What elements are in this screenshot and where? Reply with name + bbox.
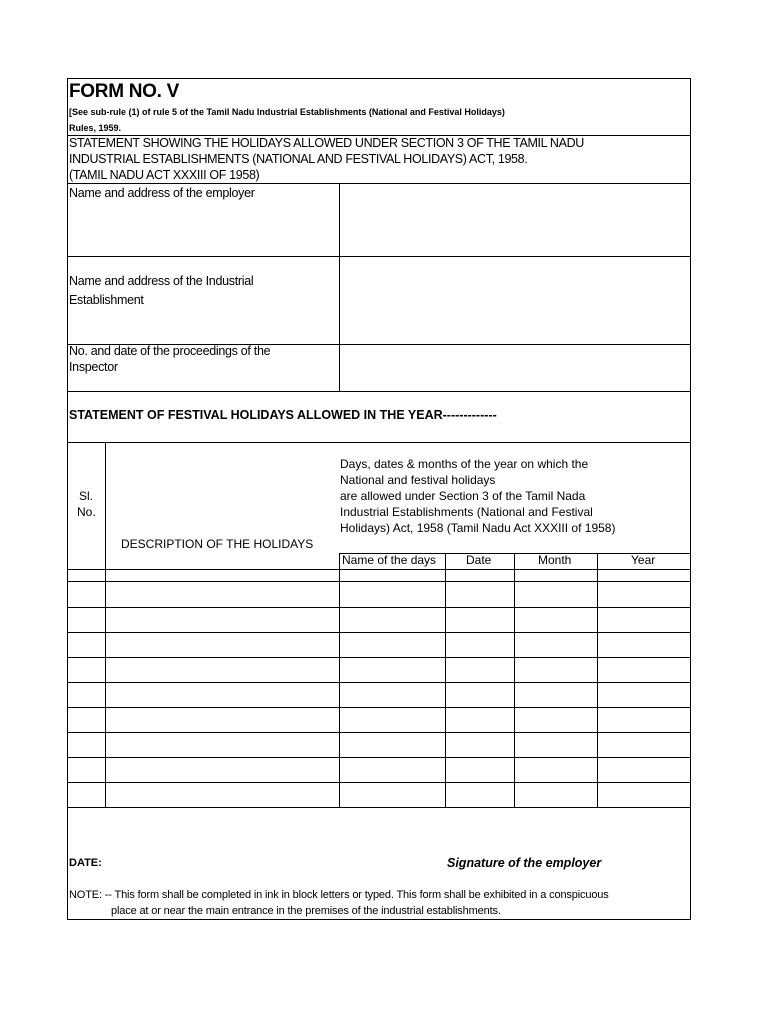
cell-name-of-days[interactable] (339, 657, 445, 682)
cell-name-of-days[interactable] (339, 757, 445, 782)
cell-description[interactable] (105, 707, 339, 732)
cell-sl-no[interactable] (67, 757, 105, 782)
cell-sl-no[interactable] (67, 569, 105, 581)
cell-name-of-days[interactable] (339, 632, 445, 657)
cell-year[interactable] (597, 782, 691, 807)
table-row (67, 682, 691, 707)
cell-date[interactable] (445, 632, 514, 657)
cell-sl-no[interactable] (67, 682, 105, 707)
establishment-label: Name and address of the Industrial (69, 274, 254, 288)
cell-date[interactable] (445, 657, 514, 682)
cell-description[interactable] (105, 607, 339, 632)
slno-header: Sl. (79, 489, 94, 503)
rule-table-bottom (67, 807, 691, 808)
days-header-line-1: Days, dates & months of the year on which the (340, 457, 589, 471)
cell-month[interactable] (514, 581, 597, 607)
table-row (67, 632, 691, 657)
cell-year[interactable] (597, 707, 691, 732)
cell-month[interactable] (514, 707, 597, 732)
statement-line-3: (TAMIL NADU ACT XXXIII OF 1958) (69, 168, 260, 182)
rule-section-heading-bottom (67, 442, 691, 443)
cell-sl-no[interactable] (67, 657, 105, 682)
cell-description[interactable] (105, 569, 339, 581)
cell-description[interactable] (105, 581, 339, 607)
column-date: Date (466, 553, 492, 567)
description-header: DESCRIPTION OF THE HOLIDAYS (121, 537, 314, 551)
cell-month[interactable] (514, 732, 597, 757)
signature-label: Signature of the employer (447, 856, 602, 870)
cell-name-of-days[interactable] (339, 782, 445, 807)
table-row (67, 657, 691, 682)
cell-date[interactable] (445, 607, 514, 632)
cell-sl-no[interactable] (67, 782, 105, 807)
cell-date[interactable] (445, 569, 514, 581)
cell-date[interactable] (445, 732, 514, 757)
cell-name-of-days[interactable] (339, 682, 445, 707)
cell-date[interactable] (445, 757, 514, 782)
form-title: FORM NO. V (69, 81, 179, 102)
subrule-reference: [See sub-rule (1) of rule 5 of the Tamil Nadu Industrial Establishments (National and Festival Holidays) (69, 107, 505, 117)
cell-sl-no[interactable] (67, 581, 105, 607)
cell-description[interactable] (105, 732, 339, 757)
cell-year[interactable] (597, 757, 691, 782)
table-row (67, 707, 691, 732)
rule-proceedings-bottom (67, 391, 691, 392)
date-label: DATE: (69, 857, 102, 869)
cell-date[interactable] (445, 782, 514, 807)
cell-month[interactable] (514, 757, 597, 782)
cell-month[interactable] (514, 782, 597, 807)
note-line-1: NOTE: -- This form shall be completed in ink in block letters or typed. This form shall be exhibited in a conspicuous (69, 889, 609, 901)
cell-month[interactable] (514, 607, 597, 632)
cell-name-of-days[interactable] (339, 732, 445, 757)
cell-name-of-days[interactable] (339, 569, 445, 581)
establishment-label-cont: Establishment (69, 293, 144, 307)
employer-label: Name and address of the employer (69, 186, 255, 200)
cell-sl-no[interactable] (67, 632, 105, 657)
column-year: Year (631, 553, 656, 567)
cell-year[interactable] (597, 682, 691, 707)
rule-employer-bottom (67, 256, 691, 257)
cell-date[interactable] (445, 581, 514, 607)
cell-description[interactable] (105, 782, 339, 807)
cell-name-of-days[interactable] (339, 707, 445, 732)
table-row (67, 732, 691, 757)
days-header-line-3: are allowed under Section 3 of the Tamil Nada (340, 489, 586, 503)
employer-value-cell[interactable] (341, 185, 689, 255)
establishment-value-cell[interactable] (341, 258, 689, 343)
cell-date[interactable] (445, 682, 514, 707)
cell-month[interactable] (514, 569, 597, 581)
rule-fields-divider (339, 183, 340, 391)
cell-name-of-days[interactable] (339, 607, 445, 632)
table-row (67, 607, 691, 632)
cell-year[interactable] (597, 657, 691, 682)
column-name-of-days: Name of the days (342, 553, 437, 567)
cell-sl-no[interactable] (67, 607, 105, 632)
cell-year[interactable] (597, 732, 691, 757)
statement-line-2: INDUSTRIAL ESTABLISHMENTS (NATIONAL AND FESTIVAL HOLIDAYS) ACT, 1958. (69, 152, 528, 166)
table-row (67, 581, 691, 607)
cell-year[interactable] (597, 632, 691, 657)
proceedings-label-cont: Inspector (69, 360, 118, 374)
proceedings-value-cell[interactable] (341, 346, 689, 390)
days-header-line-4: Industrial Establishments (National and Festival (340, 505, 593, 519)
table-row (67, 782, 691, 807)
cell-month[interactable] (514, 632, 597, 657)
subrule-reference-cont: Rules, 1959. (69, 123, 122, 133)
cell-year[interactable] (597, 569, 691, 581)
cell-year[interactable] (597, 607, 691, 632)
cell-description[interactable] (105, 657, 339, 682)
cell-month[interactable] (514, 657, 597, 682)
cell-sl-no[interactable] (67, 707, 105, 732)
days-header-line-5: Holidays) Act, 1958 (Tamil Nadu Act XXXIII of 1958) (340, 521, 616, 535)
proceedings-label: No. and date of the proceedings of the (69, 344, 271, 358)
column-month: Month (538, 553, 572, 567)
cell-sl-no[interactable] (67, 732, 105, 757)
cell-description[interactable] (105, 682, 339, 707)
cell-date[interactable] (445, 707, 514, 732)
table-row (67, 569, 691, 581)
statement-line-1: STATEMENT SHOWING THE HOLIDAYS ALLOWED UNDER SECTION 3 OF THE TAMIL NADU (69, 136, 584, 150)
cell-month[interactable] (514, 682, 597, 707)
cell-year[interactable] (597, 581, 691, 607)
days-header-line-2: National and festival holidays (340, 473, 496, 487)
note-line-2: place at or near the main entrance in the premises of the industrial establishments. (111, 905, 501, 917)
table-row (67, 757, 691, 782)
cell-description[interactable] (105, 757, 339, 782)
cell-description[interactable] (105, 632, 339, 657)
rule-statement-bottom (67, 183, 691, 184)
section-heading: STATEMENT OF FESTIVAL HOLIDAYS ALLOWED IN THE YEAR------------- (69, 408, 497, 422)
slno-header-cont: No. (77, 505, 96, 519)
cell-name-of-days[interactable] (339, 581, 445, 607)
